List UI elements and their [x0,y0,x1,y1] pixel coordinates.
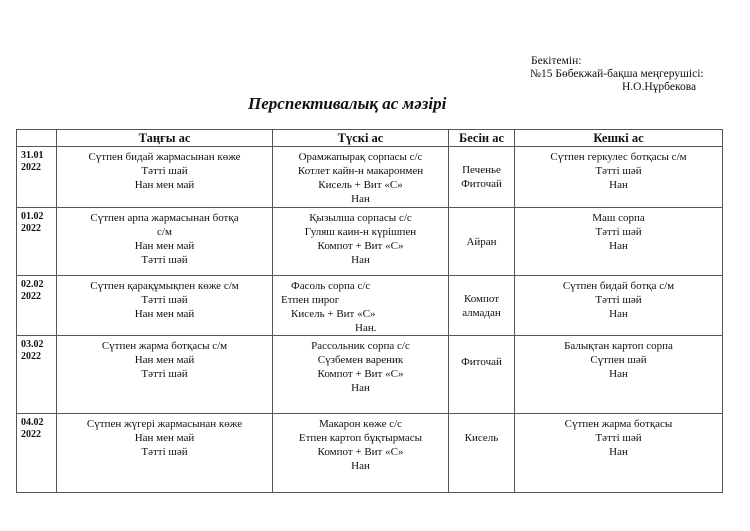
date-day: 31.01 [21,150,44,161]
date-year: 2022 [21,429,41,440]
header-snack: Бесін ас [449,130,515,147]
dinner-item: Сүтпен шәй [590,354,647,366]
dinner-item: Маш сорпа [592,212,645,224]
lunch-item: Нан [351,460,370,472]
snack-item: Кисель [464,432,499,444]
date-year: 2022 [21,162,41,173]
dinner-item: Нан [609,368,628,380]
lunch-cell [273,208,449,276]
date-cell [17,276,57,336]
breakfast-item: Тәтті шәй [141,446,188,458]
date-cell [17,147,57,208]
date-day: 01.02 [21,211,44,222]
breakfast-item: Нан мен май [134,432,195,444]
snack-cell [449,414,515,493]
breakfast-cell [57,336,273,414]
lunch-item: Нан [351,382,370,394]
dinner-item: Тәтті шәй [595,165,642,177]
snack-item: Фиточай [461,356,502,368]
lunch-cell [273,147,449,208]
date-year: 2022 [21,223,41,234]
page-title: Перспективалық ас мәзірі [248,94,447,113]
lunch-cell [273,276,449,336]
lunch-item: Қызылша сорпасы с/с [309,212,412,224]
lunch-item: Етпен пирог [281,294,340,306]
snack-cell [449,147,515,208]
snack-cell [449,336,515,414]
lunch-item: Етпен картоп бұқтырмасы [298,432,423,444]
dinner-item: Тәтті шәй [595,294,642,306]
header-row [17,130,723,147]
breakfast-cell [57,147,273,208]
menu-row [17,276,723,336]
date-year: 2022 [21,291,41,302]
breakfast-item: Нан мен май [134,179,195,191]
breakfast-item: Тәтті шәй [141,294,188,306]
breakfast-item: Сүтпен арпа жармасынан ботқа [90,212,239,224]
dinner-item: Нан [609,446,628,458]
date-cell [17,414,57,493]
snack-item: Печенье [462,164,501,176]
dinner-item: Нан [609,308,628,320]
dinner-cell [515,208,723,276]
breakfast-cell [57,276,273,336]
breakfast-item: Тәтті шай [141,165,188,177]
approval-line-3: Н.О.Нұрбекова [622,81,697,93]
approval-line-2: №15 Бөбекжай-бақша меңгерушісі: [530,68,704,80]
dinner-item: Тәтті шәй [595,432,642,444]
date-cell [17,336,57,414]
breakfast-item: Сүтпен жүгері жармасынан көже [86,418,243,430]
menu-row [17,414,723,493]
date-year: 2022 [21,351,41,362]
lunch-item: Компот + Вит «С» [317,446,404,458]
lunch-item: Кисель + Вит «С» [318,179,403,191]
snack-cell [449,276,515,336]
breakfast-item: Сүтпен бидай жармасынан көже [88,151,241,163]
breakfast-item: Сүтпен жарма ботқасы с/м [101,340,228,352]
breakfast-item: Нан мен май [134,240,195,252]
breakfast-item: с/м [157,226,172,238]
lunch-cell [273,414,449,493]
lunch-item: Котлет кайн-н макаронмен [297,165,424,177]
lunch-item: Сүзбемен вареник [317,354,404,366]
lunch-item: Нан [351,193,370,205]
breakfast-cell [57,414,273,493]
menu-row [17,336,723,414]
menu-table [16,129,723,493]
dinner-item: Нан [609,179,628,191]
breakfast-item: Тәтті шәй [141,254,188,266]
dinner-cell [515,147,723,208]
header-dinner: Кешкі ас [515,130,723,147]
date-day: 02.02 [21,279,44,290]
lunch-item: Кисель + Вит «С» [291,308,376,320]
dinner-cell [515,276,723,336]
menu-row [17,147,723,208]
snack-item: Фиточай [461,178,502,190]
breakfast-item: Тәтті шәй [141,368,188,380]
dinner-item: Сүтпен жарма ботқасы [564,418,673,430]
lunch-item: Нан. [355,322,377,334]
lunch-item: Компот + Вит «С» [317,368,404,380]
lunch-item: Гуляш каин-н күрішпен [304,226,417,238]
approval-line-1: Бекітемін: [531,55,582,67]
breakfast-item: Сүтпен қарақұмықпен көже с/м [90,280,239,292]
breakfast-item: Нан мен май [134,308,195,320]
dinner-cell [515,414,723,493]
lunch-item: Орамжапырақ сорпасы с/с [298,151,423,163]
lunch-item: Макарон көже с/с [318,418,403,430]
date-day: 03.02 [21,339,44,350]
header-breakfast: Таңғы ас [57,130,273,147]
breakfast-cell [57,208,273,276]
date-cell [17,208,57,276]
menu-row [17,208,723,276]
lunch-item: Рассольник сорпа с/с [311,340,410,352]
snack-cell [449,208,515,276]
snack-item: алмадан [462,306,501,319]
snack-item: Компот [463,292,500,305]
dinner-item: Сүтпен геркулес ботқасы с/м [550,151,687,163]
lunch-item: Компот + Вит «С» [317,240,404,252]
header-lunch: Түскі ас [273,130,449,147]
dinner-item: Сүтпен бидай ботқа с/м [562,280,675,292]
breakfast-item: Нан мен май [134,354,195,366]
lunch-item: Нан [351,254,370,266]
lunch-item: Фасоль сорпа с/с [291,280,371,292]
dinner-item: Балықтан картоп сорпа [564,340,673,352]
dinner-item: Нан [609,240,628,252]
dinner-cell [515,336,723,414]
date-day: 04.02 [21,417,44,428]
dinner-item: Тәтті шәй [595,226,642,238]
lunch-cell [273,336,449,414]
header-date [17,130,57,147]
snack-item: Айран [466,235,497,248]
